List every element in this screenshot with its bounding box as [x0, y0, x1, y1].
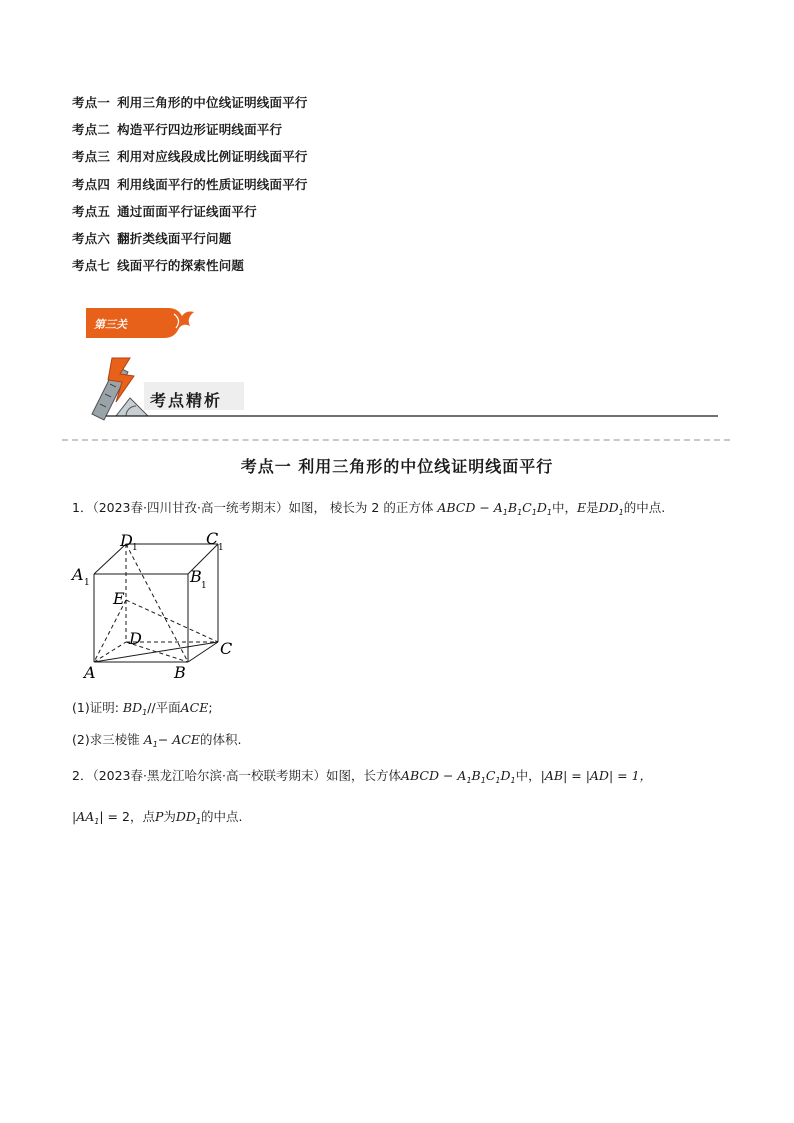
- toc-item: [72, 94, 308, 121]
- toc-text: 翻折类线面平行问题: [117, 230, 232, 246]
- section-title: 考点一 利用三角形的中位线证明线面平行: [240, 457, 554, 476]
- toc-key: 考点一: [72, 95, 111, 110]
- toc-text: 利用线面平行的性质证明线面平行: [117, 176, 308, 192]
- toc-text: 利用三角形的中位线证明线面平行: [117, 95, 308, 110]
- svg-text:1: 1: [132, 543, 138, 553]
- toc-item: [72, 257, 308, 284]
- label-C1: C: [206, 530, 219, 548]
- q1-solid: ABCD − A: [437, 500, 503, 515]
- ruler-icon: [92, 358, 148, 420]
- toc-item: [72, 176, 308, 203]
- tag-label: 第三关: [94, 318, 127, 331]
- toc-item: [72, 148, 308, 175]
- toc-key: 考点二: [72, 122, 111, 138]
- toc-key: 考点三: [72, 149, 111, 165]
- stage-tag: [86, 306, 196, 340]
- svg-text:1: 1: [201, 581, 207, 591]
- label-B: B: [174, 663, 186, 680]
- label-D: D: [129, 629, 142, 648]
- q2-stem: 2．（2023春·黑龙江哈尔滨·高一校联考期末）如图，长方体ABCD − $A_1B_1C_1D_1$中，|AB| = |AD| = 1，: [72, 768, 653, 785]
- section-banner: [86, 352, 726, 422]
- label-B1: B: [190, 567, 202, 586]
- q1-part1: (1)证明: $BD_1//$平面ACE;: [72, 700, 213, 717]
- label-A1: A: [72, 565, 84, 584]
- toc-item: [72, 230, 308, 257]
- svg-text:1: 1: [84, 578, 90, 588]
- label-E: E: [113, 589, 125, 608]
- cube-figure: [68, 530, 248, 680]
- svg-text:1: 1: [218, 543, 224, 553]
- label-A: A: [84, 663, 96, 680]
- toc-list: [72, 94, 308, 284]
- dashed-divider: [62, 439, 730, 441]
- toc-text: 利用对应线段成比例证明线面平行: [117, 149, 308, 165]
- label-D1: D: [120, 531, 133, 550]
- toc-text: 构造平行四边形证明线面平行: [117, 122, 283, 138]
- q1-part2: (2)求三棱锥 $A_1-$ ACE的体积.: [72, 732, 242, 749]
- banner-title: 考点精析: [150, 391, 223, 410]
- toc-key: 考点七: [72, 258, 111, 274]
- q1-stem: 1．（2023春·四川甘孜·高一统考期末）如图， 棱长为 2 的正方体 ABCD − $A_1B_1C_1D_1$中，E是$DD_1$的中点.: [72, 500, 666, 517]
- toc-key: 考点六: [72, 230, 111, 246]
- q1-intro: 1．（2023春·四川甘孜·高一统考期末）如图， 棱长为 2 的正方体: [72, 500, 438, 515]
- q2-stem-line2: $|AA_1| = 2$，点P为$DD_1$的中点.: [72, 809, 243, 826]
- toc-text: 线面平行的探索性问题: [117, 258, 245, 274]
- toc-text: 通过面面平行证线面平行: [117, 203, 257, 219]
- label-C: C: [220, 639, 233, 658]
- toc-key: 考点五: [72, 203, 111, 219]
- toc-item: [72, 121, 308, 148]
- toc-key: 考点四: [72, 176, 111, 192]
- toc-item: [72, 203, 308, 230]
